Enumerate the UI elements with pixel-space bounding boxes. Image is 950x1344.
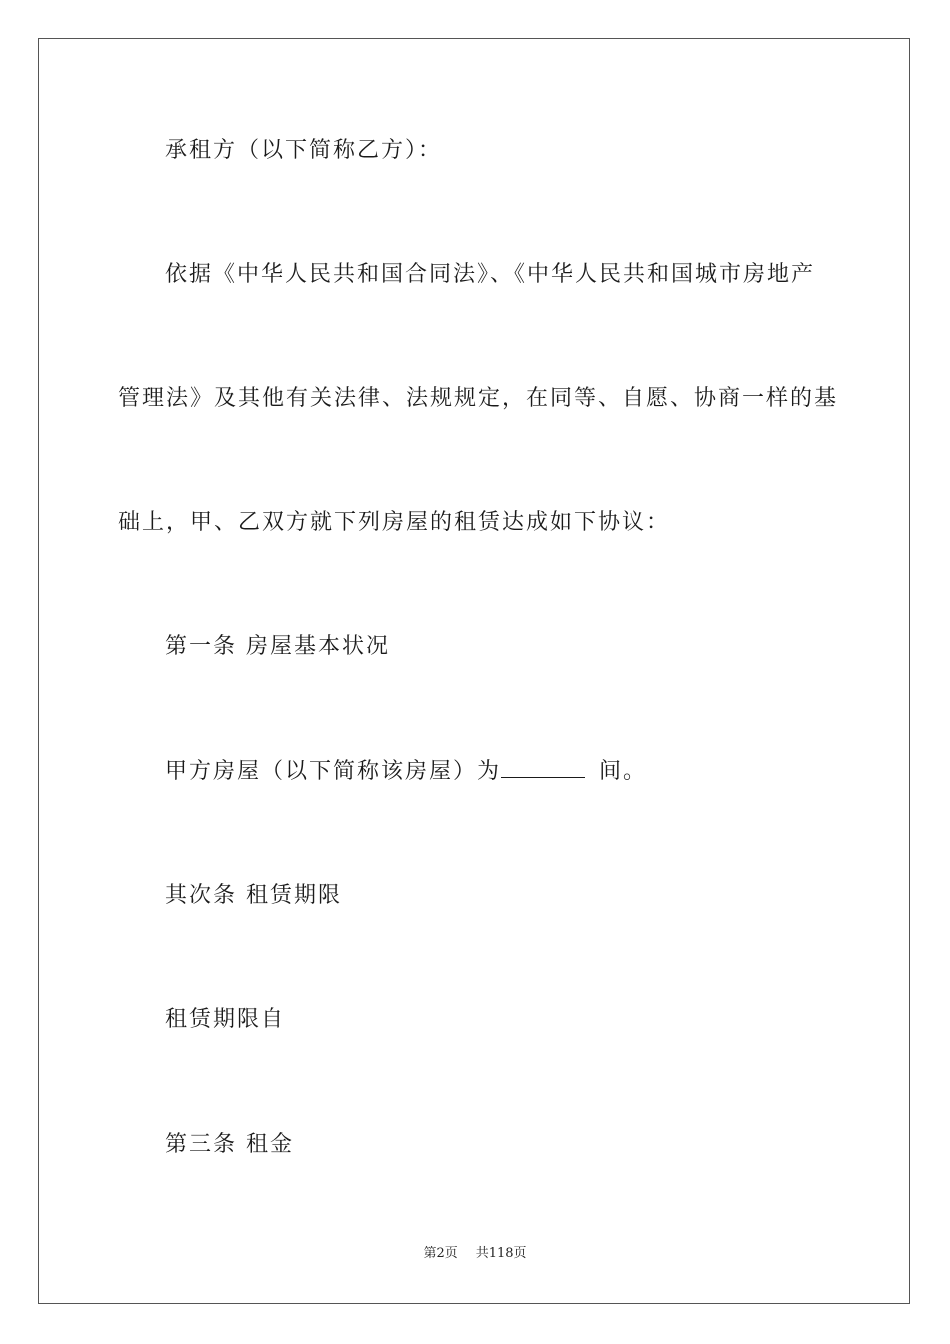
house-description-line [165, 757, 647, 787]
page-total: 共118页 [475, 1246, 527, 1261]
house-description-text: 甲方房屋（以下简称该房屋）为 [165, 759, 502, 784]
page-footer [0, 1245, 950, 1263]
page-number: 第2页 [423, 1246, 458, 1261]
basis-paragraph-line-1: 依据《中华人民共和国合同法》、《中华人民共和国城市房地产 [165, 262, 816, 287]
room-count-blank [501, 757, 585, 778]
article-1-heading: 第一条 房屋基本状况 [165, 634, 390, 659]
article-3-heading: 第三条 租金 [165, 1132, 294, 1157]
page-border [38, 38, 910, 1304]
basis-paragraph-line-2: 管理法》及其他有关法律、法规规定，在同等、自愿、协商一样的基 [118, 386, 839, 411]
basis-paragraph-line-3: 础上，甲、乙双方就下列房屋的租赁达成如下协议： [118, 510, 671, 535]
lessee-line: 承租方（以下简称乙方）： [165, 138, 443, 163]
lease-term-line: 租赁期限自 [165, 1007, 286, 1032]
room-unit-text: 间。 [599, 759, 648, 784]
article-2-heading: 其次条 租赁期限 [165, 883, 342, 908]
